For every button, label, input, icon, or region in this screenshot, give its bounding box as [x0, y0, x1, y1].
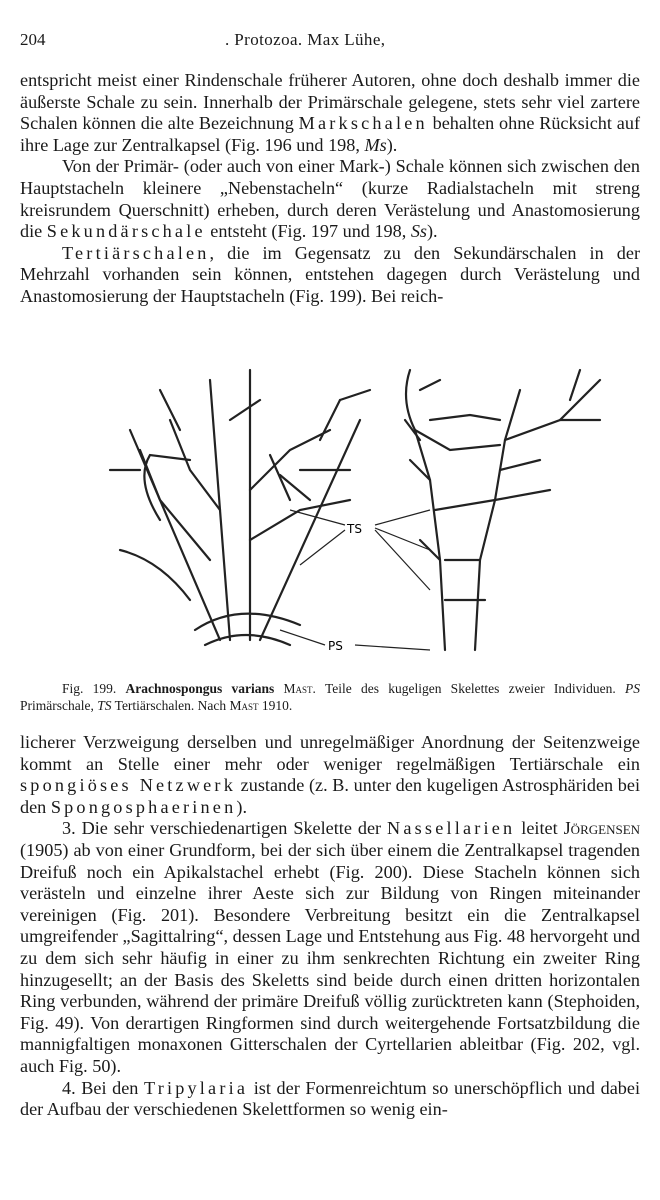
paragraph-2: Von der Primär- (oder auch von einer Mark-) Schale können sich zwischen den Hauptstacheln kleinere „Nebenstacheln“ (kurze Radialstacheln mit streng kreisrundem Querschnitt) erheben, durch deren Verästelung und Anastomosierung die Sekundärschale entsteht (Fig. 197 und 198, Ss).: [20, 156, 640, 242]
caption-source: Mast 1910.: [229, 698, 293, 713]
paragraph-5: 3. Die sehr verschiedenartigen Skelette der Nassellarien leitet Jörgensen (1905) ab von einer Grundform, bei der sich über einem die Zentralkapsel tragenden Dreifuß noch ein Apikalstachel erhebt (Fig. 200). Diese Stacheln können sich verästeln und einzelne ihrer Aeste sich zur Bildung von Ringen miteinander vereinigen (Fig. 201). Besondere Verbreitung besitzt ein die Zentralkapsel umgreifender „Sagittalring“, dessen Lage und Entstehung aus Fig. 48 hervorgeht und zu dem sich sehr häufig in einer zu ihm senkrechten Richtung ein zweiter Ring hinzugesellt; an der Basis des Skeletts sind beide durch einen dritten horizontalen Ring verbunden, während der primäre Dreifuß völlig zurücktreten kann (Stephoiden, Fig. 49). Von derartigen Ringformen sind durch weitergehende Fortsatzbildung die mannigfaltigen monaxonen Gitterschalen der Cyrtellarien ableitbar (Fig. 202, vgl. auch Fig. 50).: [20, 818, 641, 1076]
text-block-bottom: [20, 732, 640, 1121]
caption-text: Teile des kugeligen Skelettes zweier Individuen.: [324, 681, 616, 696]
caption-ps-text: Primärschale,: [20, 698, 94, 713]
caption-ts-text: Tertiärschalen.: [114, 698, 195, 713]
caption-nach: Nach: [197, 698, 227, 713]
paragraph-4: licherer Verzweigung derselben und unregelmäßiger Anordnung der Seitenzweige kommt an Stelle einer mehr oder weniger regelmäßigen Tertiärschale ein spongiöses Netzwerk zustande (z. B. unter den kugeligen Astrosphäriden bei den Spongosphaerinen).: [20, 732, 640, 817]
page-header: [20, 30, 640, 56]
paragraph-1: entspricht meist einer Rindenschale früherer Autoren, ohne doch deshalb immer die äußerste Schale zu sein. Innerhalb der Primärschale gelegene, stets sehr viel zartere Schalen können die alte Bezeichnung Markschalen behalten ohne Rücksicht auf ihre Lage zur Zentralkapsel (Fig. 196 und 198, Ms).: [20, 70, 640, 155]
figure-199-skeleton-drawing: [100, 360, 640, 660]
left-skeleton: [110, 370, 370, 645]
label-ps: PS: [328, 639, 343, 653]
caption-author: Mast.: [283, 681, 316, 696]
caption-fig-no: Fig. 199.: [62, 681, 117, 696]
caption-species: Arachnospongus varians: [125, 681, 275, 696]
caption-ps: PS: [625, 681, 640, 696]
text-block-top: [20, 70, 640, 308]
paragraph-6: 4. Bei den Tripylaria ist der Formenreichtum so unerschöpflich und dabei der Aufbau der verschiedenen Skelettformen so wenig ein-: [20, 1077, 640, 1120]
caption-ts: TS: [97, 698, 112, 713]
running-title: . Protozoa. Max Lühe,: [225, 30, 386, 49]
label-ts: TS: [347, 522, 362, 536]
figure-caption: [20, 680, 640, 714]
right-skeleton: [405, 370, 600, 650]
paragraph-3: Tertiärschalen, die im Gegensatz zu den Sekundärschalen in der Mehrzahl vorhanden sein können, entstehen dagegen durch Verästelung und Anastomosierung der Hauptstacheln (Fig. 199). Bei reich-: [20, 242, 640, 306]
page-number: 204: [20, 30, 46, 49]
